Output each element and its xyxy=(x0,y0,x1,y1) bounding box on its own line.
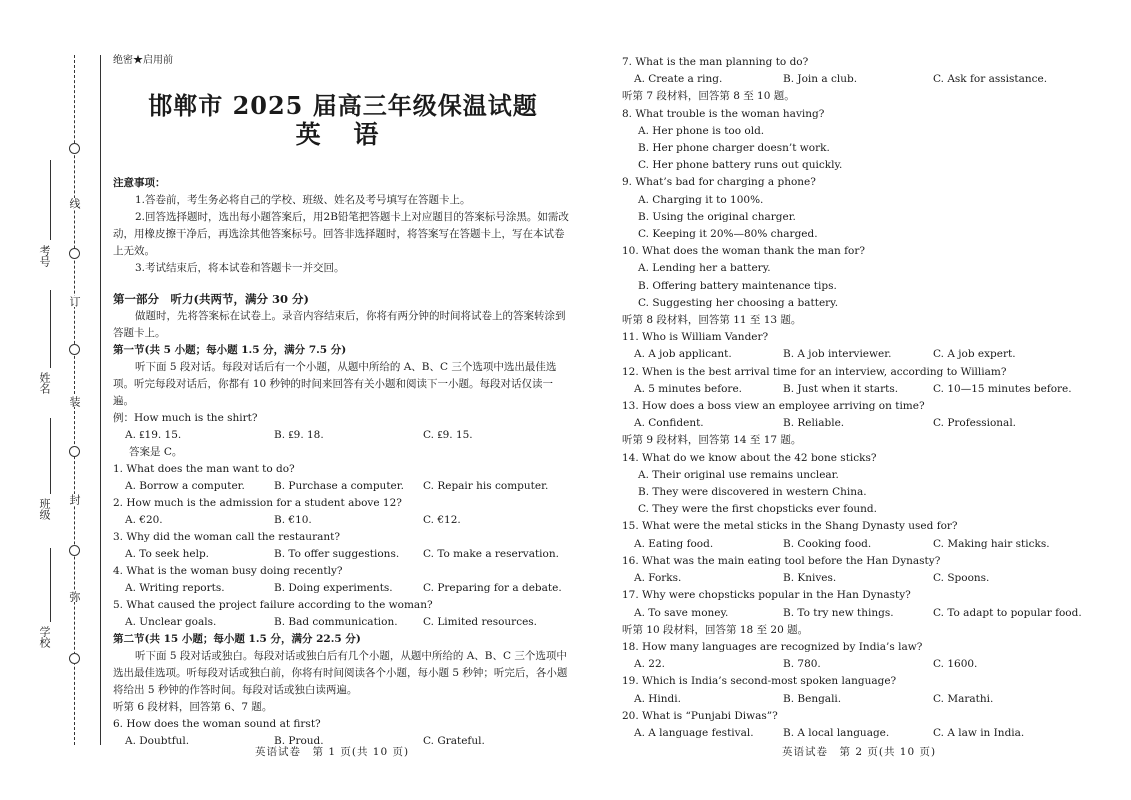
question-1 xyxy=(113,461,573,495)
section-2-intro: 听下面 5 段对话或独白。每段对话或独白后有几个小题，从题中所给的 A、B、C 三个选项中选出最佳选项。听每段对话或独白前，你将有时间阅读各个小题，每小题 5 秒钟；听完后，各小题将给出 5 秒钟的作答时间。每段对话或独白读两遍。 xyxy=(113,650,568,696)
material-10-instruction: 听第 10 段材料，回答第 18 至 20 题。 xyxy=(622,623,809,636)
option-c: C. Her phone battery runs out quickly. xyxy=(638,159,843,172)
part-1-heading: 第一部分 听力(共两节，满分 30 分) xyxy=(113,292,309,306)
page-1-footer: 英语试卷 第 1 页(共 10 页) xyxy=(255,746,410,758)
question-text: 4. What is the woman busy doing recently? xyxy=(113,565,343,577)
option-a: A. 5 minutes before. xyxy=(634,382,742,395)
exam-title: 邯郸市 2025 届高三年级保温试题 xyxy=(148,91,538,120)
question-options xyxy=(113,512,573,529)
question-20 xyxy=(622,708,1092,742)
question-text: 1. What does the man want to do? xyxy=(113,463,295,475)
margin-word-zhuang: 装 xyxy=(68,396,81,407)
example-question: 例：How much is the shirt? xyxy=(113,412,258,424)
option-c: C. They were the first chopsticks ever found. xyxy=(638,503,877,516)
option-b: B. €10. xyxy=(274,514,312,526)
question-text: 20. What is “Punjabi Diwas”? xyxy=(622,709,778,722)
question-text: 13. How does a boss view an employee arriving on time? xyxy=(622,400,925,413)
option-b: B. Doing experiments. xyxy=(274,582,393,594)
question-7 xyxy=(622,54,1092,88)
option-c: C. A law in India. xyxy=(933,726,1025,739)
option-a: A. Charging it to 100%. xyxy=(638,193,764,206)
binding-hole-3 xyxy=(69,344,80,355)
question-options xyxy=(622,691,1092,708)
question-text: 17. Why were chopsticks popular in the Han Dynasty? xyxy=(622,589,911,602)
option-a: A. Unclear goals. xyxy=(125,616,217,628)
option-b: B. Bengali. xyxy=(783,692,842,705)
margin-word-mi: 弥 xyxy=(68,591,81,602)
question-5 xyxy=(113,597,573,631)
exam-number-field[interactable] xyxy=(50,160,51,240)
question-text: 7. What is the man planning to do? xyxy=(622,56,809,68)
option-b: B. 780. xyxy=(783,658,821,671)
option-c: C. 1600. xyxy=(933,658,978,671)
question-text: 15. What were the metal sticks in the Shang Dynasty used for? xyxy=(622,520,958,533)
binding-solid-line xyxy=(100,55,101,745)
question-text: 11. Who is William Vander? xyxy=(622,331,769,344)
section-2-heading: 第二节(共 15 小题；每小题 1.5 分，满分 22.5 分) xyxy=(113,633,361,645)
margin-word-feng: 封 xyxy=(68,494,81,505)
option-b: B. Purchase a computer. xyxy=(274,480,404,492)
name-field[interactable] xyxy=(50,290,51,368)
option-a: A. Borrow a computer. xyxy=(125,480,245,492)
question-17 xyxy=(622,587,1092,621)
material-9-instruction: 听第 9 段材料，回答第 14 至 17 题。 xyxy=(622,434,802,447)
option-a: A. Confident. xyxy=(634,417,704,430)
page-2-footer: 英语试卷 第 2 页(共 10 页) xyxy=(782,746,937,758)
question-text: 18. How many languages are recognized by India’s law? xyxy=(622,640,923,653)
option-a: A. To save money. xyxy=(634,606,729,619)
option-a: A. Her phone is too old. xyxy=(638,124,765,137)
question-options xyxy=(622,536,1092,553)
question-4 xyxy=(113,563,573,597)
option-b: B. Offering battery maintenance tips. xyxy=(638,279,837,292)
question-8 xyxy=(622,106,1092,175)
question-text: 3. Why did the woman call the restaurant? xyxy=(113,531,340,543)
question-13 xyxy=(622,398,1092,432)
option-b: B. Join a club. xyxy=(783,73,858,86)
question-text: 6. How does the woman sound at first? xyxy=(113,718,321,730)
example-option-c: C. ₤9. 15. xyxy=(423,429,473,441)
question-options xyxy=(113,478,573,495)
school-label: 学校 xyxy=(38,626,51,648)
question-text: 16. What was the main eating tool before the Han Dynasty? xyxy=(622,554,941,567)
option-c: C. Preparing for a debate. xyxy=(423,582,562,594)
question-9 xyxy=(622,174,1092,243)
question-text: 10. What does the woman thank the man for? xyxy=(622,245,865,258)
option-b: B. Just when it starts. xyxy=(783,382,899,395)
binding-hole-1 xyxy=(69,143,80,154)
option-c: C. Keeping it 20%—80% charged. xyxy=(638,228,818,241)
binding-hole-2 xyxy=(69,248,80,259)
question-2 xyxy=(113,495,573,529)
question-18 xyxy=(622,639,1092,673)
question-options xyxy=(622,656,1092,673)
option-a: A. A job applicant. xyxy=(634,348,732,361)
option-b: B. Her phone charger doesn’t work. xyxy=(638,142,830,155)
option-c: C. Suggesting her choosing a battery. xyxy=(638,296,839,309)
material-7-instruction: 听第 7 段材料，回答第 8 至 10 题。 xyxy=(622,90,795,103)
question-text: 2. How much is the admission for a student above 12? xyxy=(113,497,402,509)
option-b: B. Using the original charger. xyxy=(638,210,796,223)
question-text: 9. What’s bad for charging a phone? xyxy=(622,176,816,189)
option-a: A. Hindi. xyxy=(634,692,681,705)
question-text: 8. What trouble is the woman having? xyxy=(622,107,825,120)
note-item-2: 2.回答选择题时，选出每小题答案后，用2B铅笔把答题卡上对应题目的答案标号涂黑。如需改动，用橡皮擦干净后，再选涂其他答案标号。回答非选择题时，将答案写在答题卡上，写在本试卷上无效。 xyxy=(113,211,569,257)
question-11 xyxy=(622,329,1092,363)
question-options xyxy=(113,580,573,597)
option-c: C. A job expert. xyxy=(933,348,1016,361)
question-options xyxy=(113,546,573,563)
question-text: 5. What caused the project failure according to the woman? xyxy=(113,599,433,611)
option-a: A. Create a ring. xyxy=(634,73,723,86)
question-15 xyxy=(622,518,1092,552)
question-19 xyxy=(622,673,1092,707)
binding-margin xyxy=(0,0,100,800)
option-b: B. Proud. xyxy=(274,735,324,747)
subject-title: 英 语 xyxy=(295,120,391,149)
note-item-1: 1.答卷前，考生务必将自己的学校、班级、姓名及考号填写在答题卡上。 xyxy=(135,194,471,206)
school-field[interactable] xyxy=(50,548,51,622)
question-options xyxy=(622,570,1092,587)
question-options xyxy=(622,381,1092,398)
question-12 xyxy=(622,364,1092,398)
option-a: A. Forks. xyxy=(634,572,682,585)
binding-hole-5 xyxy=(69,545,80,556)
class-field[interactable] xyxy=(50,418,51,494)
option-c: C. Marathi. xyxy=(933,692,994,705)
class-label: 班级 xyxy=(38,498,51,520)
binding-hole-4 xyxy=(69,446,80,457)
option-b: B. To offer suggestions. xyxy=(274,548,400,560)
option-c: C. Professional. xyxy=(933,417,1017,430)
option-c: C. Spoons. xyxy=(933,572,990,585)
notes-heading: 注意事项： xyxy=(113,177,166,189)
page-1-column xyxy=(113,52,573,750)
question-text: 19. Which is India’s second-most spoken language? xyxy=(622,675,897,688)
option-b: B. Cooking food. xyxy=(783,537,872,550)
section-1-heading: 第一节(共 5 小题；每小题 1.5 分，满分 7.5 分) xyxy=(113,344,347,356)
note-item-3: 3.考试结束后，将本试卷和答题卡一并交回。 xyxy=(135,262,345,274)
question-options xyxy=(622,415,1092,432)
question-options xyxy=(622,71,1092,88)
question-text: 12. When is the best arrival time for an interview, according to William? xyxy=(622,365,1007,378)
option-a: A. Lending her a battery. xyxy=(638,262,771,275)
material-8-instruction: 听第 8 段材料，回答第 11 至 13 题。 xyxy=(622,314,802,327)
option-c: C. Repair his computer. xyxy=(423,480,549,492)
option-c: C. Ask for assistance. xyxy=(933,73,1048,86)
option-b: B. They were discovered in western China. xyxy=(638,486,867,499)
binding-hole-6 xyxy=(69,653,80,664)
margin-word-ding: 订 xyxy=(68,296,81,307)
option-c: C. Limited resources. xyxy=(423,616,538,628)
option-b: B. A job interviewer. xyxy=(783,348,892,361)
example-options xyxy=(113,427,573,444)
name-label: 姓名 xyxy=(38,372,51,394)
option-a: A. A language festival. xyxy=(634,726,754,739)
question-options xyxy=(622,725,1092,742)
option-a: A. Eating food. xyxy=(634,537,714,550)
option-b: B. Bad communication. xyxy=(274,616,398,628)
option-c: C. 10—15 minutes before. xyxy=(933,382,1072,395)
part-1-intro: 做题时，先将答案标在试卷上。录音内容结束后，你将有两分钟的时间将试卷上的答案转涂到答题卡上。 xyxy=(113,310,566,339)
option-b: B. Knives. xyxy=(783,572,837,585)
option-a: A. Doubtful. xyxy=(125,735,190,747)
option-c: C. Making hair sticks. xyxy=(933,537,1050,550)
question-3 xyxy=(113,529,573,563)
question-text: 14. What do we know about the 42 bone sticks? xyxy=(622,451,877,464)
page-2-column xyxy=(622,54,1092,742)
option-c: C. To make a reservation. xyxy=(423,548,559,560)
question-16 xyxy=(622,553,1092,587)
exam-number-label: 考号 xyxy=(38,245,51,267)
question-10 xyxy=(622,243,1092,312)
example-answer: 答案是 C。 xyxy=(129,446,183,458)
option-a: A. 22. xyxy=(634,658,665,671)
question-options xyxy=(622,605,1092,622)
question-options xyxy=(113,614,573,631)
question-options xyxy=(622,346,1092,363)
option-b: B. To try new things. xyxy=(783,606,894,619)
option-b: B. A local language. xyxy=(783,726,890,739)
option-b: B. Reliable. xyxy=(783,417,845,430)
option-c: C. Grateful. xyxy=(423,735,485,747)
option-a: A. €20. xyxy=(125,514,163,526)
example-option-b: B. ₤9. 18. xyxy=(274,429,324,441)
section-1-intro: 听下面 5 段对话。每段对话后有一个小题，从题中所给的 A、B、C 三个选项中选出最佳选项。听完每段对话后，你都有 10 秒钟的时间来回答有关小题和阅读下一小题。每段对话仅读一遍。 xyxy=(113,361,557,407)
option-c: C. To adapt to popular food. xyxy=(933,606,1082,619)
margin-word-xian: 线 xyxy=(68,198,81,209)
option-a: A. Writing reports. xyxy=(125,582,225,594)
question-14 xyxy=(622,450,1092,519)
option-a: A. Their original use remains unclear. xyxy=(638,468,839,481)
option-c: C. €12. xyxy=(423,514,461,526)
option-a: A. To seek help. xyxy=(125,548,210,560)
material-6-instruction: 听第 6 段材料，回答第 6、7 题。 xyxy=(113,701,273,713)
example-option-a: A. ₤19. 15. xyxy=(125,429,182,441)
confidential-mark: 绝密★启用前 xyxy=(113,55,173,66)
